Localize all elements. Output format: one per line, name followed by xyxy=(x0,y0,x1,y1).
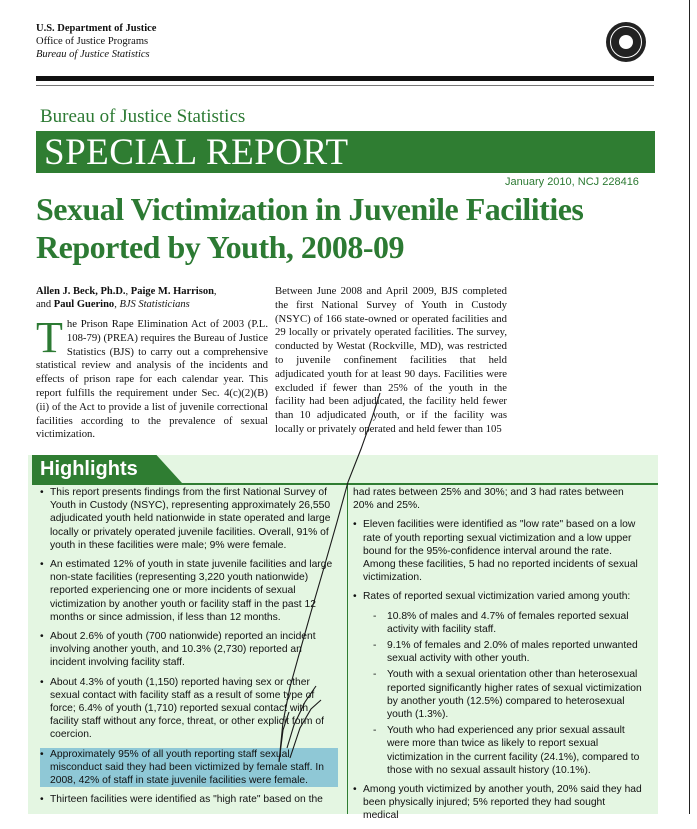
highlight-item: • Among youth victimized by another youth, 20% said they had been physically injured; 5% reported they had sought medical xyxy=(353,783,643,823)
intro-text: he Prison Rape Elimination Act of 2003 (P.L. 108-79) (PREA) requires the Bureau of Justice Statistics (BJS) to carry out a comprehensive statistical review and analysis of the incidents and effects of prison rape for each calendar year. This report fulfills the requirement under Sec. 4(c)(2)(B)(ii) of the Act to provide a list of juvenile correctional facilities according to the prevalence of sexual victimization. xyxy=(36,318,268,441)
highlight-item: • Thirteen facilities were identified as "high rate" based on the xyxy=(40,793,338,806)
highlights-column-left xyxy=(40,486,338,812)
survey-paragraph: Between June 2008 and April 2009, BJS completed the first National Survey of Youth in Custody (NSYC) of 166 state-owned or operated facilities and 29 locally or privately operated facilities. The survey, conducted by Westat (Rockville, MD), was restricted to juvenile confinement facilities that held adjudicated youth for at least 90 days. Facilities were excluded if fewer than 25% of the youth in the facility had been adjudicated, the facility held fewer than 10 adjudicated youth, or if the facility was locally or privately operated and held fewer than 105 xyxy=(275,285,507,435)
highlight-item: • Rates of reported sexual victimization varied among youth: xyxy=(353,590,643,603)
highlights-rule xyxy=(32,483,658,485)
highlight-item: • Eleven facilities were identified as "low rate" based on a low rate of youth reporting sexual victimization and a low upper bound for the 95%-confidence interval around the rate. Among these facilities, 5 had no reported incidents of sexual victimization. xyxy=(353,518,643,584)
highlight-subitem: - 10.8% of males and 4.7% of females reported sexual activity with facility staff. xyxy=(353,610,643,636)
highlight-item-selected: • Approximately 95% of all youth reporting staff sexual misconduct said they had been victimized by female staff. In 2008, 42% of staff in state juvenile facilities were female. xyxy=(40,748,338,788)
header-rule xyxy=(36,76,654,81)
agency-department: U.S. Department of Justice xyxy=(36,23,157,34)
author-beck: Allen J. Beck, Ph.D. xyxy=(36,286,126,297)
report-title xyxy=(36,190,583,266)
author-list: Allen J. Beck, Ph.D., Paige M. Harrison, and Paul Guerino, BJS Statisticians xyxy=(36,286,217,310)
highlights-heading: Highlights xyxy=(40,458,138,480)
report-title-line2: Reported by Youth, 2008-09 xyxy=(36,229,405,265)
page-edge-line xyxy=(689,0,690,814)
highlight-sublist xyxy=(353,610,643,777)
header-rule-thin xyxy=(36,85,654,86)
highlight-item: • About 2.6% of youth (700 nationwide) reported an incident involving another youth, and 10.3% (2,730) reported an incident involving facility staff. xyxy=(40,630,338,670)
author-harrison: Paige M. Harrison xyxy=(130,286,214,297)
author-guerino: Paul Guerino xyxy=(53,299,115,310)
highlight-item: • An estimated 12% of youth in state juvenile facilities and large non-state facilities (representing 3,220 youth nationwide) reported experiencing one or more incidents of sexual victimization by another youth or facility staff in the past 12 months or since admission, if less than 12 months. xyxy=(40,558,338,624)
bureau-name: Bureau of Justice Statistics xyxy=(40,106,246,127)
special-report-label: SPECIAL REPORT xyxy=(44,132,349,173)
drop-cap: T xyxy=(36,313,63,362)
author-role: BJS Statisticians xyxy=(119,299,190,310)
intro-paragraph xyxy=(36,313,268,442)
report-title-line1: Sexual Victimization in Juvenile Facilities xyxy=(36,191,584,227)
highlight-item: • About 4.3% of youth (1,150) reported having sex or other sexual contact with facility staff as a result of some type of force; 6.4% of youth (1,710) reported sexual contact with facility staff without any force, threat, or other explicit form of coercion. xyxy=(40,676,338,742)
highlight-subitem: - Youth with a sexual orientation other than heterosexual reported significantly higher rates of sexual victimization by another youth (12.5%) compared to heterosexual youth (1.3%). xyxy=(353,668,643,721)
highlight-subitem: - 9.1% of females and 2.0% of males reported unwanted sexual activity with other youth. xyxy=(353,639,643,665)
agency-block xyxy=(36,22,156,61)
highlight-subitem: - Youth who had experienced any prior sexual assault were more than twice as likely to report sexual victimization in the current facility (24.1%), compared to those with no sexual assault history (10.1%). xyxy=(353,724,643,777)
doj-seal-icon xyxy=(606,22,646,62)
highlights-column-divider xyxy=(347,485,348,814)
highlight-item: • This report presents findings from the first National Survey of Youth in Custody (NSYC), representing approximately 26,550 adjudicated youth held nationwide in state operated and large locally or privately operated juvenile facilities. Overall, 91% of youth in these facilities were male; 9% were female. xyxy=(40,486,338,552)
highlight-continuation: had rates between 25% and 30%; and 3 had rates between 20% and 25%. xyxy=(353,487,624,512)
report-date: January 2010, NCJ 228416 xyxy=(505,176,639,188)
highlights-column-right xyxy=(353,486,643,829)
agency-office: Office of Justice Programs xyxy=(36,36,149,47)
agency-bureau: Bureau of Justice Statistics xyxy=(36,49,150,60)
